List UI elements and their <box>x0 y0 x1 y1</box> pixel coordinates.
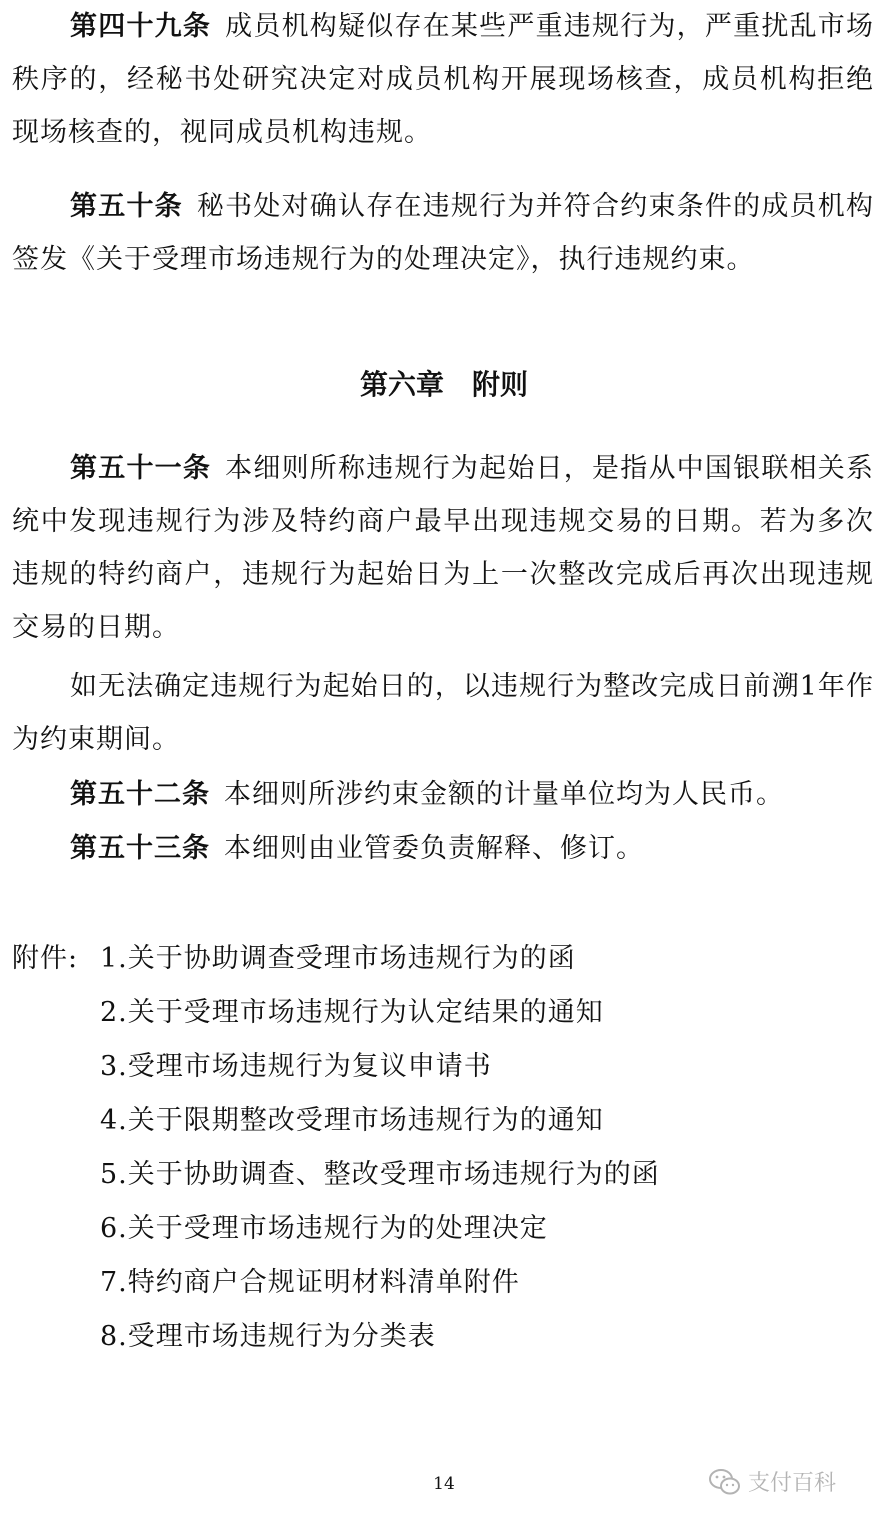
article-52 <box>12 768 874 821</box>
article-text: 本细则所涉约束金额的计量单位均为人民币。 <box>224 779 784 810</box>
attachment-item: 4.关于限期整改受理市场违规行为的通知 <box>100 1105 604 1136</box>
page-number: 14 <box>433 1474 455 1494</box>
article-text: 本细则所称违规行为起始日，是指从中国银联相关系统中发现违规行为涉及特约商户最早出现违规交易的日期。若为多次违规的特约商户，违规行为起始日为上一次整改完成后再次出现违规交易的日期。 <box>12 453 875 643</box>
article-49 <box>12 0 874 159</box>
attachments-list <box>100 932 660 1364</box>
watermark-text: 支付百科 <box>748 1471 837 1496</box>
wechat-icon <box>708 1467 742 1497</box>
attachment-item: 5.关于协助调查、整改受理市场违规行为的函 <box>100 1159 660 1190</box>
attachment-item: 1.关于协助调查受理市场违规行为的函 <box>100 943 576 974</box>
article-label: 第五十条 <box>70 191 183 222</box>
chapter-title: 第六章 附则 <box>359 368 528 401</box>
attachments-label: 附件: <box>12 943 79 974</box>
article-50 <box>12 180 874 286</box>
article-text: 成员机构疑似存在某些严重违规行为，严重扰乱市场秩序的，经秘书处研究决定对成员机构开展现场核查，成员机构拒绝现场核查的，视同成员机构违规。 <box>12 11 875 148</box>
attachment-item: 6.关于受理市场违规行为的处理决定 <box>100 1213 548 1244</box>
attachment-item: 2.关于受理市场违规行为认定结果的通知 <box>100 997 604 1028</box>
article-label: 第四十九条 <box>70 11 212 42</box>
article-51-paragraph-2: 如无法确定违规行为起始日的，以违规行为整改完成日前溯1年作为约束期间。 <box>12 671 874 755</box>
attachment-item: 7.特约商户合规证明材料清单附件 <box>100 1267 520 1298</box>
article-53 <box>12 822 874 875</box>
attachment-item: 3.受理市场违规行为复议申请书 <box>100 1051 492 1082</box>
article-label: 第五十三条 <box>70 833 210 864</box>
article-51 <box>12 442 874 654</box>
article-label: 第五十一条 <box>70 453 212 484</box>
watermark <box>708 1466 836 1497</box>
article-text: 本细则由业管委负责解释、修订。 <box>224 833 644 864</box>
attachment-item: 8.受理市场违规行为分类表 <box>100 1321 436 1352</box>
article-label: 第五十二条 <box>70 779 210 810</box>
article-text: 秘书处对确认存在违规行为并符合约束条件的成员机构签发《关于受理市场违规行为的处理决定》，执行违规约束。 <box>12 191 875 275</box>
